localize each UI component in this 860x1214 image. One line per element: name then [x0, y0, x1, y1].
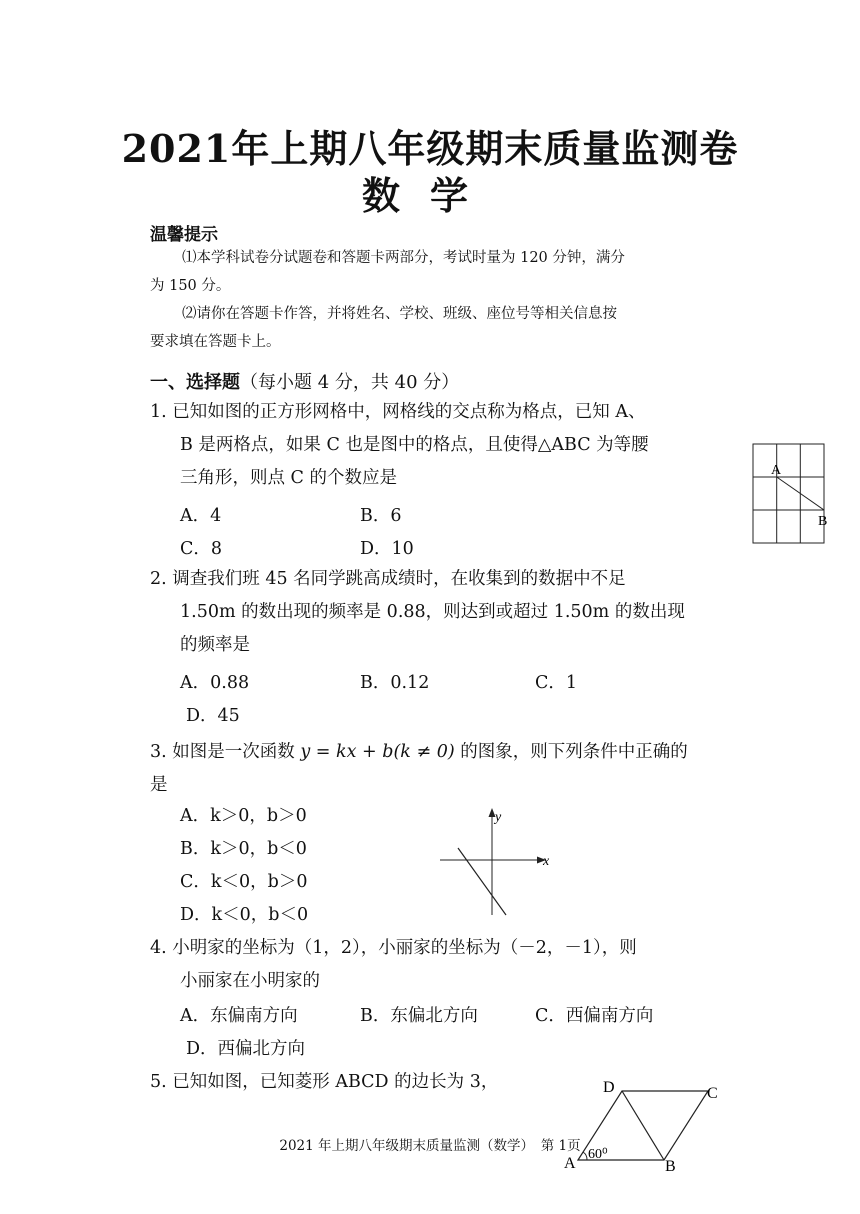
q3-option-d: D．k＜0，b＜0	[180, 905, 309, 925]
vertex-label-d: D	[603, 1079, 615, 1096]
q4-option-a: A．东偏南方向	[180, 1006, 298, 1026]
q3-line-1	[150, 736, 688, 769]
notice-item-2-line-1: ⑵请你在答题卡作答，并将姓名、学校、班级、座位号等相关信息按	[182, 306, 617, 322]
q2-line-3: 的频率是	[180, 635, 250, 655]
section-heading	[150, 368, 459, 394]
q4-option-b: B．东偏北方向	[360, 1006, 478, 1026]
q3-line-2: 是	[150, 775, 168, 795]
q2-option-b: B．0.12	[360, 673, 430, 693]
q2-option-d: D．45	[186, 706, 240, 726]
section-title: 一、选择题	[150, 372, 240, 393]
q3-graph-figure	[432, 800, 562, 922]
q3-formula: y = kx + b(k ≠ 0)	[300, 742, 455, 762]
q2-line-1: 2. 调查我们班 45 名同学跳高成绩时，在收集到的数据中不足	[150, 569, 626, 589]
point-label-a: A	[771, 463, 782, 478]
axis-label-x: x	[543, 854, 550, 869]
q3-option-a: A．k＞0，b＞0	[180, 806, 307, 826]
notice-heading: 温馨提示	[150, 225, 218, 245]
q5-rhombus-figure	[556, 1078, 736, 1176]
q1-line-1: 1. 已知如图的正方形网格中，网格线的交点称为格点，已知 A、	[150, 402, 646, 422]
q2-option-a: A．0.88	[180, 673, 250, 693]
q1-option-a: A．4	[180, 506, 222, 526]
notice-item-1-line-2: 为 150 分。	[150, 278, 231, 294]
q1-option-c: C．8	[180, 539, 223, 559]
q2-line-2: 1.50m 的数出现的频率是 0.88，则达到或超过 1.50m 的数出现	[180, 602, 685, 622]
page-footer: 2021 年上期八年级期末质量监测（数学） 第 1页	[279, 1138, 581, 1154]
q3-option-c: C．k＜0，b＞0	[180, 872, 308, 892]
vertex-label-a: A	[564, 1155, 576, 1172]
notice-item-2-line-2: 要求填在答题卡上。	[150, 334, 281, 350]
q4-line-2: 小丽家在小明家的	[180, 971, 320, 991]
axis-label-y: y	[495, 810, 502, 825]
notice-item-1-line-1: ⑴本学科试卷分试题卷和答题卡两部分，考试时量为 120 分钟，满分	[182, 250, 625, 266]
section-note: （每小题 4 分，共 40 分）	[240, 372, 460, 393]
angle-label-60: 60⁰	[588, 1147, 608, 1162]
q3-text-prefix: 3. 如图是一次函数	[150, 742, 295, 762]
exam-title: 2021年上期八年级期末质量监测卷	[121, 126, 739, 171]
q5-line-1: 5. 已知如图，已知菱形 ABCD 的边长为 3，	[150, 1072, 499, 1092]
q1-line-2: B 是两格点，如果 C 也是图中的格点，且使得△ABC 为等腰	[180, 435, 649, 455]
q4-line-1: 4. 小明家的坐标为（1，2），小丽家的坐标为（－2，－1），则	[150, 938, 637, 958]
function-line	[458, 848, 506, 915]
q1-grid-figure	[752, 443, 826, 545]
q3-option-b: B．k＞0，b＜0	[180, 839, 307, 859]
q1-option-d: D．10	[360, 539, 414, 559]
vertex-label-b: B	[665, 1158, 676, 1175]
exam-subject: 数学	[361, 173, 498, 218]
q4-option-c: C．西偏南方向	[535, 1006, 654, 1026]
point-label-b: B	[818, 514, 828, 529]
vertex-label-c: C	[707, 1085, 718, 1102]
q1-line-3: 三角形，则点 C 的个数应是	[180, 468, 398, 488]
q3-text-suffix: 的图象，则下列条件中正确的	[460, 742, 688, 762]
q4-option-d: D．西偏北方向	[186, 1039, 306, 1059]
q1-option-b: B．6	[360, 506, 402, 526]
q2-option-c: C．1	[535, 673, 578, 693]
